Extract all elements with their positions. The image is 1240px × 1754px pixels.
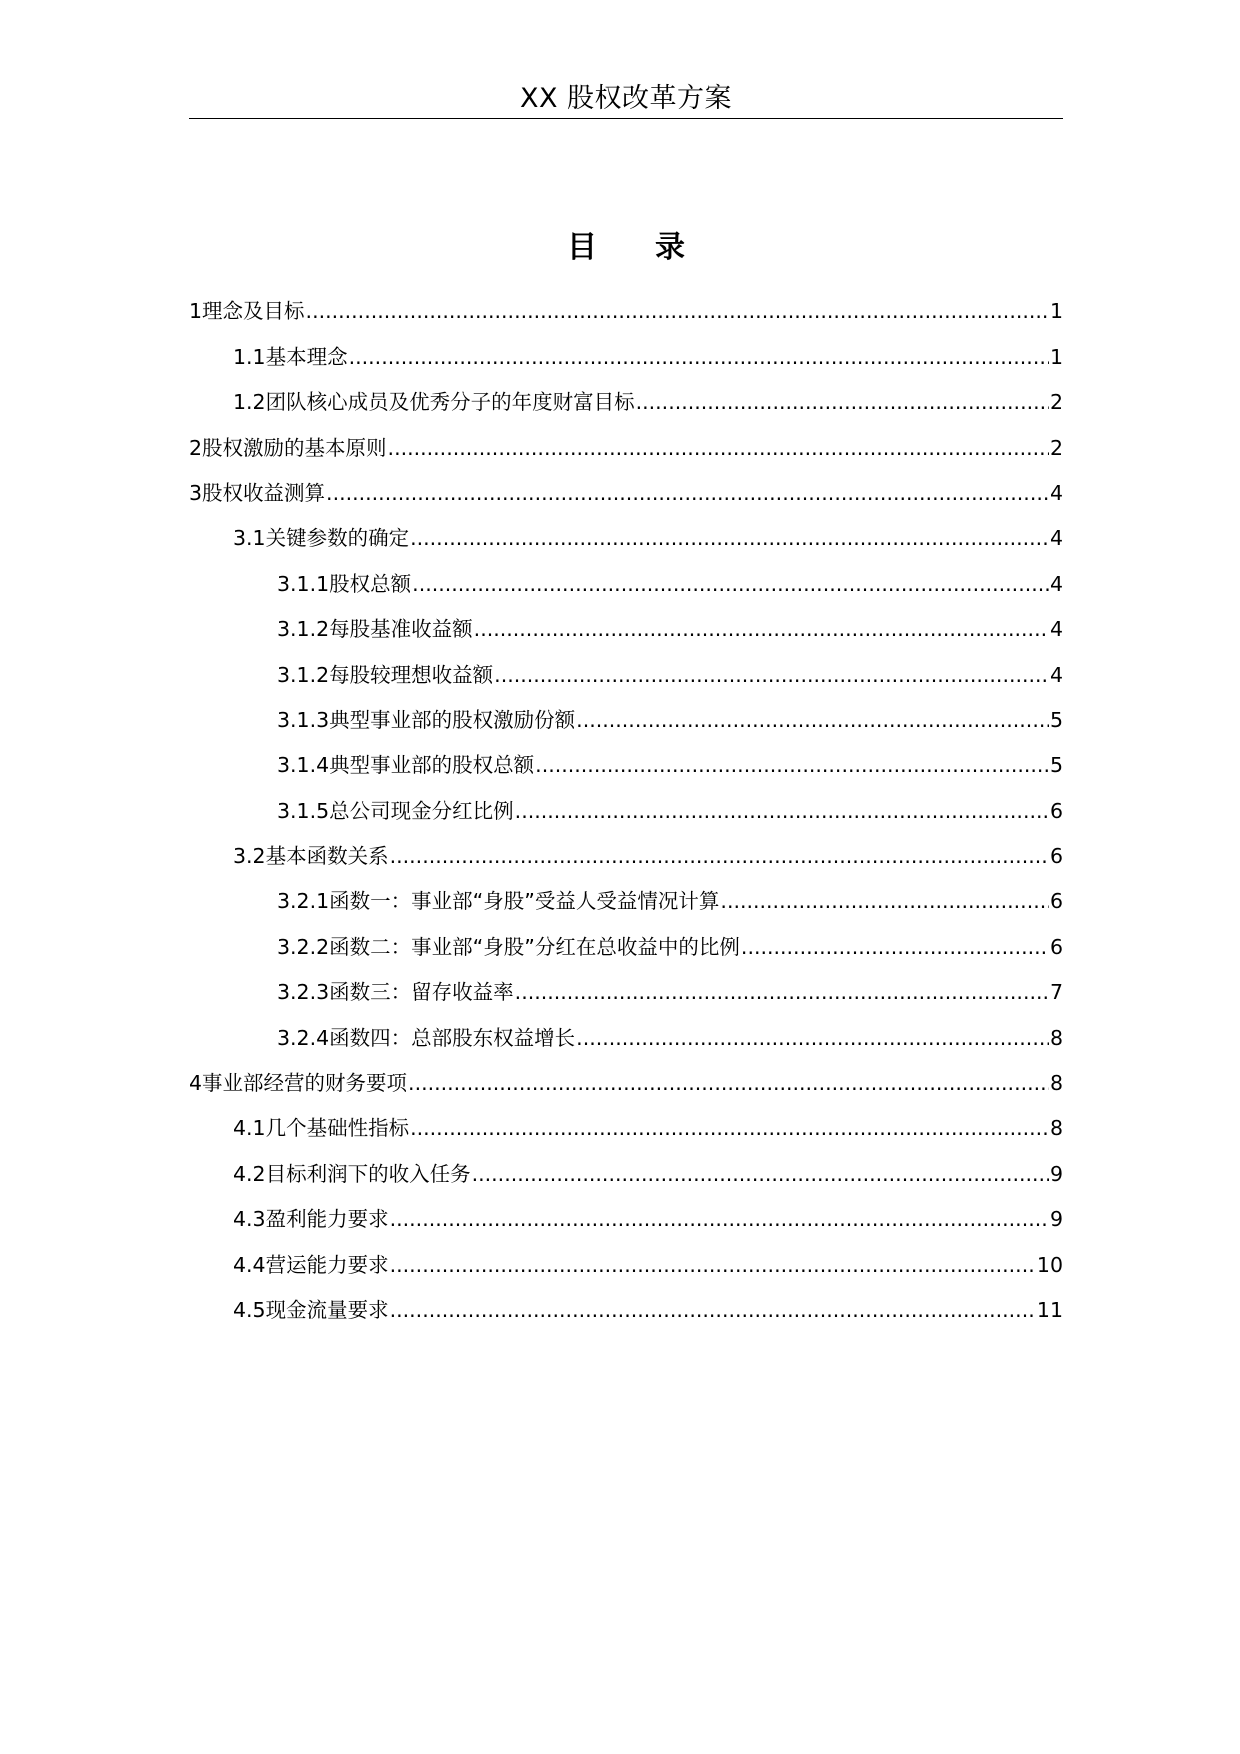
toc-entry[interactable] bbox=[189, 553, 1063, 598]
toc-entry[interactable] bbox=[189, 871, 1063, 916]
toc-entry-page: 6 bbox=[1049, 798, 1063, 823]
toc-entry-title: 几个基础性指标 bbox=[265, 1116, 410, 1141]
toc-leader-dots bbox=[410, 1113, 1049, 1143]
toc-leader-dots bbox=[636, 387, 1049, 417]
toc-leader-dots bbox=[474, 614, 1049, 644]
toc-entry[interactable] bbox=[189, 644, 1063, 689]
toc-entry[interactable] bbox=[189, 1143, 1063, 1188]
toc-entry[interactable] bbox=[189, 1053, 1063, 1098]
toc-entry-number: 4.4 bbox=[233, 1252, 266, 1277]
toc-entry-page: 9 bbox=[1049, 1207, 1063, 1232]
toc-entry-title: 基本函数关系 bbox=[265, 844, 389, 869]
toc-leader-dots bbox=[515, 977, 1049, 1007]
toc-leader-dots bbox=[412, 569, 1049, 599]
table-of-contents bbox=[189, 281, 1063, 1325]
toc-leader-dots bbox=[390, 1204, 1049, 1234]
toc-entry[interactable] bbox=[189, 735, 1063, 780]
toc-entry[interactable] bbox=[189, 372, 1063, 417]
toc-leader-dots bbox=[326, 478, 1049, 508]
toc-entry-page: 4 bbox=[1049, 571, 1063, 596]
toc-entry-number: 3.2.3 bbox=[277, 980, 330, 1005]
toc-entry-page: 4 bbox=[1049, 526, 1063, 551]
toc-leader-dots bbox=[576, 705, 1049, 735]
toc-leader-dots bbox=[515, 796, 1049, 826]
document-title: XX 股权改革方案 bbox=[519, 83, 733, 114]
toc-entry-page: 5 bbox=[1049, 707, 1063, 732]
toc-entry-page: 7 bbox=[1049, 980, 1063, 1005]
toc-entry-title: 关键参数的确定 bbox=[265, 526, 410, 551]
toc-entry[interactable] bbox=[189, 690, 1063, 735]
toc-entry-page: 5 bbox=[1049, 753, 1063, 778]
toc-entry-page: 1 bbox=[1049, 299, 1063, 324]
page-header bbox=[189, 82, 1063, 119]
toc-leader-dots bbox=[390, 841, 1049, 871]
toc-leader-dots bbox=[390, 1250, 1036, 1280]
toc-entry[interactable] bbox=[189, 417, 1063, 462]
toc-entry-number: 3.2.4 bbox=[277, 1025, 330, 1050]
toc-entry-page: 1 bbox=[1049, 344, 1063, 369]
toc-entry-number: 3.1.2 bbox=[277, 662, 330, 687]
toc-leader-dots bbox=[741, 932, 1049, 962]
toc-entry[interactable] bbox=[189, 281, 1063, 326]
toc-entry-number: 4.5 bbox=[233, 1297, 266, 1322]
toc-leader-dots bbox=[390, 1295, 1036, 1325]
toc-entry-number: 4 bbox=[189, 1071, 203, 1096]
toc-entry[interactable] bbox=[189, 1234, 1063, 1279]
toc-entry[interactable] bbox=[189, 508, 1063, 553]
toc-leader-dots bbox=[408, 1068, 1049, 1098]
toc-entry-page: 6 bbox=[1049, 844, 1063, 869]
toc-entry[interactable] bbox=[189, 599, 1063, 644]
toc-entry-title: 函数三：留存收益率 bbox=[329, 980, 514, 1005]
toc-leader-dots bbox=[349, 342, 1049, 372]
toc-entry-number: 1.2 bbox=[233, 390, 266, 415]
toc-entry-title: 股权激励的基本原则 bbox=[202, 435, 387, 460]
toc-leader-dots bbox=[494, 660, 1049, 690]
toc-entry[interactable] bbox=[189, 1098, 1063, 1143]
toc-heading-right: 录 bbox=[655, 230, 685, 265]
toc-leader-dots bbox=[306, 296, 1049, 326]
toc-entry-title: 股权收益测算 bbox=[202, 480, 326, 505]
toc-entry[interactable] bbox=[189, 463, 1063, 508]
toc-heading-left: 目 bbox=[567, 230, 597, 265]
toc-entry-page: 11 bbox=[1036, 1297, 1063, 1322]
toc-entry-title: 每股基准收益额 bbox=[329, 617, 473, 642]
toc-entry-number: 3 bbox=[189, 480, 203, 505]
toc-entry-title: 股权总额 bbox=[329, 571, 412, 596]
toc-entry-title: 每股较理想收益额 bbox=[329, 662, 494, 687]
toc-entry-title: 基本理念 bbox=[265, 344, 348, 369]
toc-entry-page: 6 bbox=[1049, 889, 1063, 914]
toc-entry-number: 1 bbox=[189, 299, 203, 324]
toc-entry-number: 3.2.1 bbox=[277, 889, 330, 914]
toc-leader-dots bbox=[535, 750, 1049, 780]
toc-entry-page: 4 bbox=[1049, 662, 1063, 687]
toc-entry-title: 团队核心成员及优秀分子的年度财富目标 bbox=[265, 390, 635, 415]
toc-entry-number: 4.3 bbox=[233, 1207, 266, 1232]
toc-entry-number: 3.1.3 bbox=[277, 707, 330, 732]
toc-entry-title: 总公司现金分红比例 bbox=[329, 798, 514, 823]
toc-entry[interactable] bbox=[189, 780, 1063, 825]
toc-entry-number: 3.2.2 bbox=[277, 934, 330, 959]
toc-entry-number: 2 bbox=[189, 435, 203, 460]
toc-leader-dots bbox=[472, 1159, 1049, 1189]
toc-leader-dots bbox=[576, 1023, 1049, 1053]
toc-entry-number: 3.1.1 bbox=[277, 571, 330, 596]
toc-entry-title: 理念及目标 bbox=[202, 299, 305, 324]
toc-entry-number: 4.2 bbox=[233, 1161, 266, 1186]
toc-entry-page: 9 bbox=[1049, 1161, 1063, 1186]
toc-entry-number: 3.1 bbox=[233, 526, 266, 551]
toc-entry-number: 3.1.5 bbox=[277, 798, 330, 823]
toc-entry-title: 函数四：总部股东权益增长 bbox=[329, 1025, 576, 1050]
toc-entry-title: 事业部经营的财务要项 bbox=[202, 1071, 408, 1096]
toc-entry-page: 10 bbox=[1036, 1252, 1063, 1277]
toc-entry-number: 1.1 bbox=[233, 344, 266, 369]
toc-entry[interactable] bbox=[189, 326, 1063, 371]
toc-entry-number: 4.1 bbox=[233, 1116, 266, 1141]
toc-entry-title: 目标利润下的收入任务 bbox=[265, 1161, 471, 1186]
toc-entry-number: 3.1.2 bbox=[277, 617, 330, 642]
toc-entry-title: 典型事业部的股权激励份额 bbox=[329, 707, 576, 732]
toc-entry-page: 8 bbox=[1049, 1071, 1063, 1096]
toc-leader-dots bbox=[388, 433, 1049, 463]
toc-entry[interactable] bbox=[189, 1280, 1063, 1325]
toc-entry-page: 4 bbox=[1049, 617, 1063, 642]
toc-entry-page: 2 bbox=[1049, 435, 1063, 460]
toc-entry-title: 盈利能力要求 bbox=[265, 1207, 389, 1232]
toc-entry-page: 8 bbox=[1049, 1116, 1063, 1141]
toc-entry[interactable] bbox=[189, 962, 1063, 1007]
toc-entry-title: 函数二：事业部“身股”分红在总收益中的比例 bbox=[329, 934, 740, 959]
toc-entry-title: 营运能力要求 bbox=[265, 1252, 389, 1277]
toc-entry-page: 6 bbox=[1049, 934, 1063, 959]
toc-entry-page: 2 bbox=[1049, 390, 1063, 415]
toc-entry[interactable] bbox=[189, 826, 1063, 871]
toc-leader-dots bbox=[720, 886, 1049, 916]
toc-entry[interactable] bbox=[189, 916, 1063, 961]
toc-entry-page: 4 bbox=[1049, 480, 1063, 505]
toc-entry[interactable] bbox=[189, 1007, 1063, 1052]
toc-entry-number: 3.1.4 bbox=[277, 753, 330, 778]
toc-entry-title: 现金流量要求 bbox=[265, 1297, 389, 1322]
toc-heading bbox=[189, 228, 1063, 268]
toc-entry[interactable] bbox=[189, 1189, 1063, 1234]
toc-leader-dots bbox=[410, 523, 1049, 553]
toc-entry-number: 3.2 bbox=[233, 844, 266, 869]
toc-entry-title: 函数一：事业部“身股”受益人受益情况计算 bbox=[329, 889, 720, 914]
toc-entry-page: 8 bbox=[1049, 1025, 1063, 1050]
toc-entry-title: 典型事业部的股权总额 bbox=[329, 753, 535, 778]
